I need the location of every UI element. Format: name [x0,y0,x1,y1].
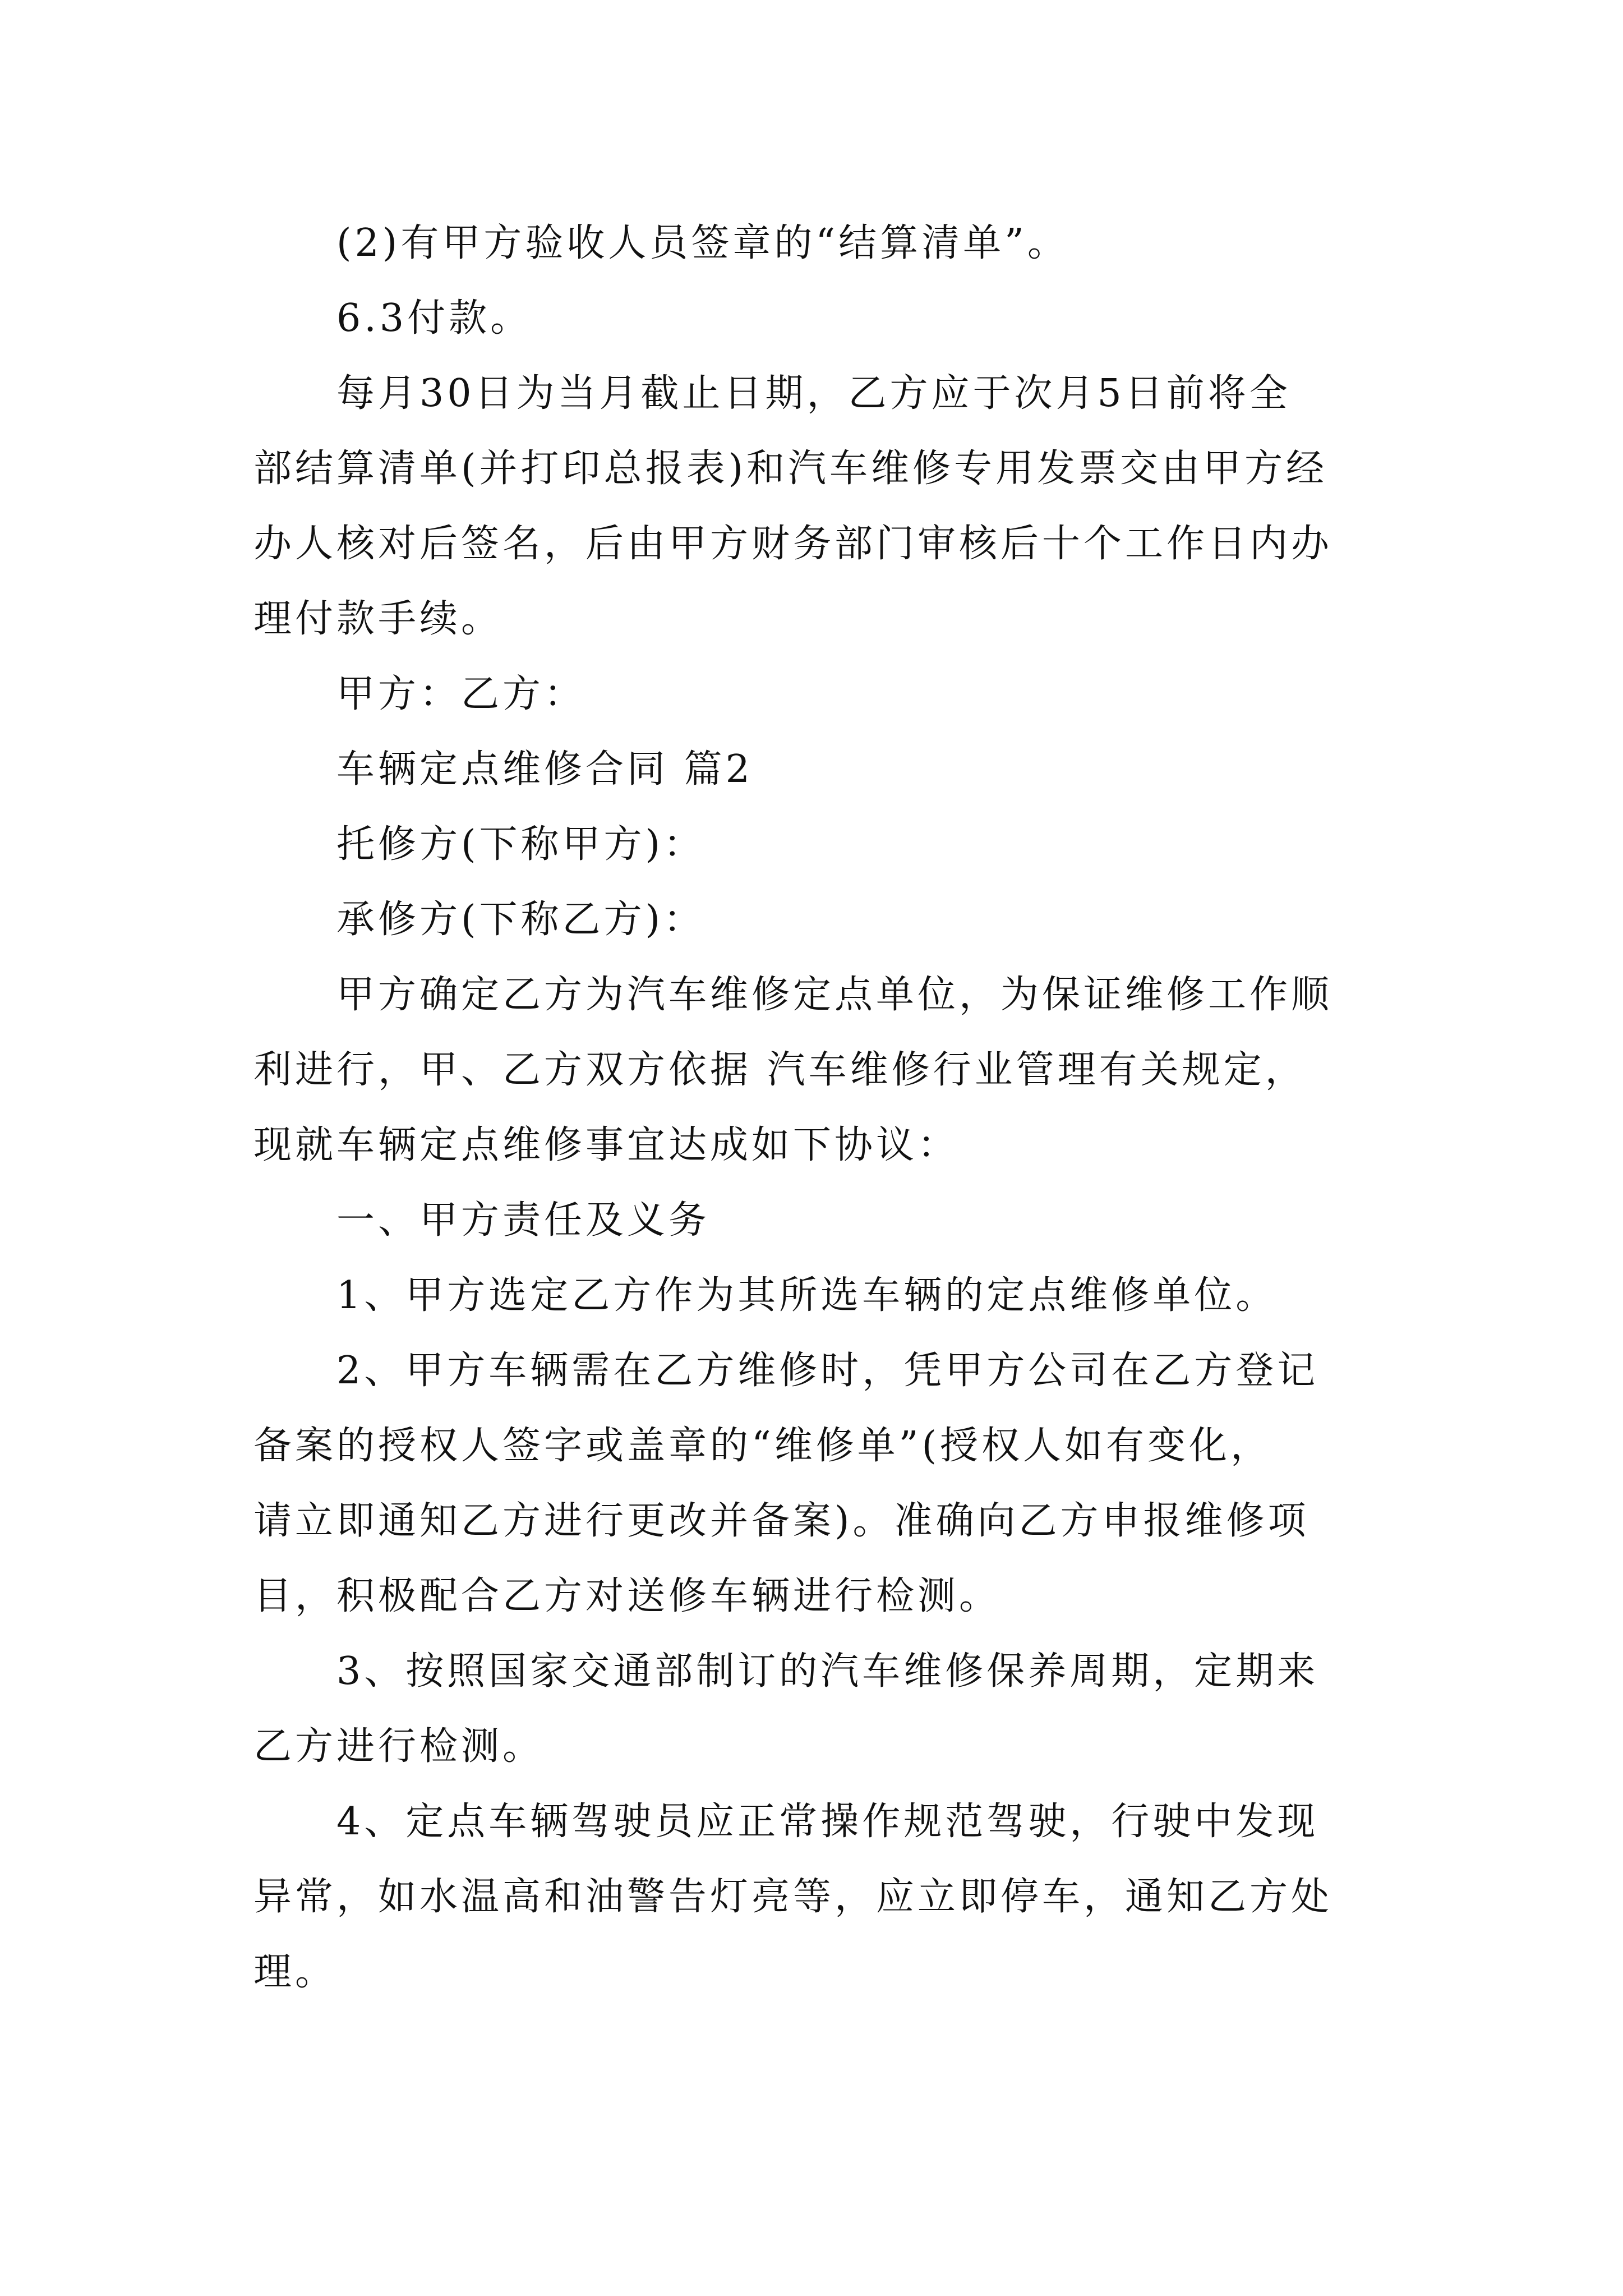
text-line: 理付款手续。 [253,597,503,641]
clause-line: 1、甲方选定乙方作为其所选车辆的定点维修单位。 [336,1273,1278,1318]
section-heading: 一、甲方责任及义务 [336,1198,711,1243]
text-line: 异常，如水温高和油警告灯亮等，应立即停车，通知乙方处 [253,1875,1333,1919]
document-title: 车辆定点维修合同 篇2 [336,747,753,792]
text-line: 甲方确定乙方为汽车维修定点单位，为保证维修工作顺 [336,973,1333,1017]
party-line: 托修方(下称甲方)： [336,822,706,867]
text-line: 理。 [253,1950,337,1994]
clause-line: 2、甲方车辆需在乙方维修时，凭甲方公司在乙方登记 [336,1349,1319,1393]
section-heading: 6.3付款。 [336,296,532,341]
text-line: (2)有甲方验收人员签章的“结算清单”。 [336,221,1069,265]
text-line: 备案的授权人签字或盖章的“维修单”(授权人如有变化， [253,1424,1272,1468]
text-line: 利进行，甲、乙方双方依据 汽车维修行业管理有关规定， [253,1048,1307,1092]
text-line: 乙方进行检测。 [253,1724,545,1769]
text-line: 请立即通知乙方进行更改并备案)。准确向乙方申报维修项 [253,1499,1310,1543]
clause-line: 3、按照国家交通部制订的汽车维修保养周期，定期来 [336,1649,1319,1694]
text-line: 办人核对后签名，后由甲方财务部门审核后十个工作日内办 [253,522,1333,566]
text-line: 目，积极配合乙方对送修车辆进行检测。 [253,1574,1001,1618]
clause-line: 4、定点车辆驾驶员应正常操作规范驾驶，行驶中发现 [336,1800,1319,1844]
text-line: 部结算清单(并打印总报表)和汽车维修专用发票交由甲方经 [253,447,1328,491]
text-line: 现就车辆定点维修事宜达成如下协议： [253,1123,960,1167]
signature-line: 甲方：乙方： [336,672,586,716]
party-line: 承修方(下称乙方)： [336,898,706,942]
text-line: 每月30日为当月截止日期，乙方应于次月5日前将全 [336,371,1291,416]
